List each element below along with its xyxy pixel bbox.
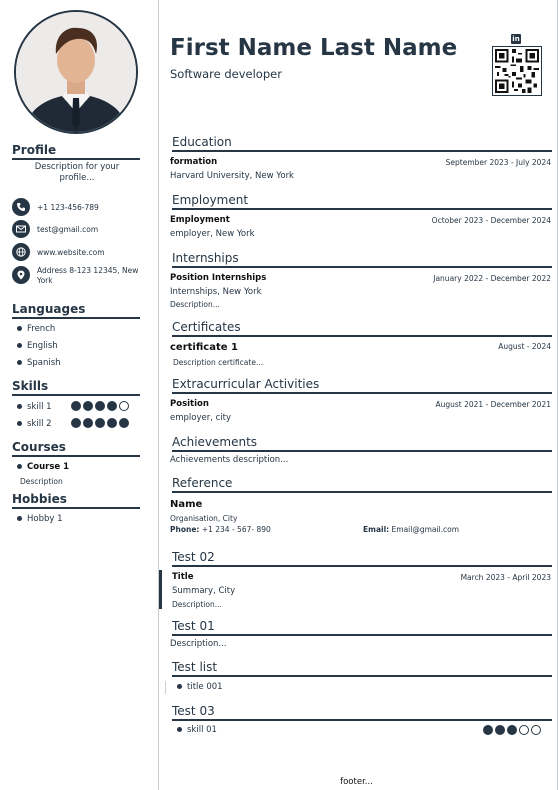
test02-description: Description... [172, 600, 222, 609]
achievements-heading: Achievements [172, 435, 552, 452]
testlist-item: title 001 [177, 682, 223, 693]
avatar-portrait-image [16, 12, 136, 132]
skill-item: skill 2 [17, 419, 52, 430]
linkedin-icon[interactable]: in [512, 35, 520, 43]
hobby-item: Hobby 1 [17, 514, 63, 525]
testlist-rule [165, 681, 166, 694]
rating-dot-filled [71, 401, 81, 411]
rating-dot-empty [119, 401, 129, 411]
rating-dot-filled [483, 725, 493, 735]
extracurricular-name: Position [170, 399, 209, 409]
hobbies-heading: Hobbies [12, 492, 140, 509]
internship-description: Description... [170, 300, 220, 309]
profile-description: Description for your profile... [34, 162, 120, 183]
reference-organisation: Organisation, City [170, 514, 238, 523]
education-place: Harvard University, New York [170, 171, 294, 181]
certificate-date: August - 2024 [498, 342, 551, 351]
rating-dot-filled [83, 418, 93, 428]
employment-date: October 2023 - December 2024 [431, 216, 551, 225]
courses-heading: Courses [12, 440, 140, 457]
email-icon [12, 220, 30, 238]
globe-icon [12, 243, 30, 261]
rating-dot-filled [95, 401, 105, 411]
rating-dot-filled [107, 401, 117, 411]
test02-date: March 2023 - April 2023 [460, 573, 551, 582]
test03-heading: Test 03 [172, 704, 552, 721]
rating-dot-filled [83, 401, 93, 411]
internship-date: January 2022 - December 2022 [433, 274, 551, 283]
main-content [159, 0, 558, 790]
job-title: Software developer [170, 67, 282, 81]
rating-dot-empty [531, 725, 541, 735]
reference-heading: Reference [172, 476, 552, 493]
phone-icon [12, 198, 30, 216]
test03-skill-rating [483, 725, 543, 736]
language-item: French [17, 324, 55, 335]
languages-heading: Languages [12, 302, 140, 319]
certificate-description: Description certificate... [173, 358, 264, 367]
internships-heading: Internships [172, 251, 552, 268]
employment-place: employer, New York [170, 229, 255, 239]
extracurricular-place: employer, city [170, 413, 232, 423]
address-text: Address 8-123 12345, New York [37, 266, 139, 285]
language-item: Spanish [17, 358, 61, 369]
rating-dot-filled [95, 418, 105, 428]
internship-name: Position Internships [170, 273, 267, 283]
rating-dot-empty [519, 725, 529, 735]
rating-dot-filled [71, 418, 81, 428]
extracurricular-date: August 2021 - December 2021 [435, 400, 551, 409]
test02-accent-bar [159, 570, 162, 609]
employment-heading: Employment [172, 193, 552, 210]
testlist-heading: Test list [172, 660, 552, 677]
education-name: formation [170, 157, 218, 167]
location-pin-icon [12, 266, 30, 284]
course-description: Description [20, 477, 63, 486]
email-text: test@gmail.com [37, 225, 99, 234]
reference-name: Name [170, 499, 203, 510]
profile-heading: Profile [12, 143, 140, 160]
education-date: September 2023 - July 2024 [445, 158, 551, 167]
certificates-heading: Certificates [172, 320, 552, 337]
website-text: www.website.com [37, 248, 105, 257]
skill-rating [71, 418, 131, 429]
rating-dot-filled [495, 725, 505, 735]
certificate-name: certificate 1 [170, 342, 238, 353]
language-item: English [17, 341, 58, 352]
test02-heading: Test 02 [172, 550, 552, 567]
skill-rating [71, 401, 131, 412]
test01-description: Description... [170, 639, 227, 649]
avatar [14, 10, 138, 134]
rating-dot-filled [119, 418, 129, 428]
reference-email: Email: Email@gmail.com [363, 525, 460, 534]
full-name: First Name Last Name [170, 35, 458, 61]
course-item: Course 1 [17, 462, 69, 473]
internship-place: Internships, New York [170, 287, 262, 297]
sidebar [0, 0, 159, 790]
employment-name: Employment [170, 215, 230, 225]
test02-place: Summary, City [172, 586, 236, 596]
extracurricular-heading: Extracurricular Activities [172, 377, 552, 394]
rating-dot-filled [107, 418, 117, 428]
skills-heading: Skills [12, 379, 140, 396]
reference-phone: Phone: +1 234 - 567- 890 [170, 525, 271, 534]
phone-text: +1 123-456-789 [37, 203, 99, 212]
test02-name: Title [172, 572, 194, 582]
skill-item: skill 1 [17, 402, 52, 413]
achievements-description: Achievements description... [170, 455, 289, 465]
test03-skill-item: skill 01 [177, 725, 217, 736]
test01-heading: Test 01 [172, 619, 552, 636]
education-heading: Education [172, 135, 552, 152]
qr-code-icon [492, 46, 542, 96]
footer-text: footer... [340, 777, 373, 787]
rating-dot-filled [507, 725, 517, 735]
